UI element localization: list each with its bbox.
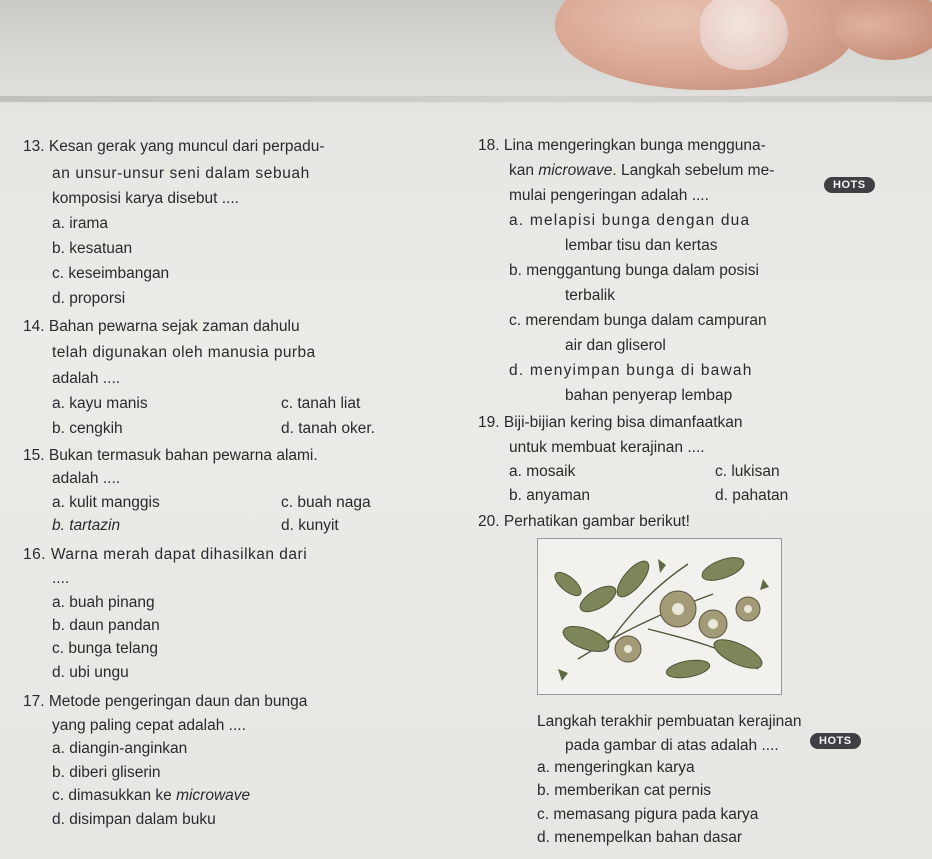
q17-stem-line2: yang paling cepat adalah .... [52,717,246,734]
q20-stem-line2: Langkah terakhir pembuatan kerajinan [537,713,802,730]
q18-option-d-line1: d. menyimpan bunga di bawah [509,362,753,379]
q18-stem-line2-b: . Langkah sebelum me- [612,162,775,179]
q15-option-c: c. buah naga [281,494,371,511]
q18-stem-line2 [509,162,774,180]
q19-stem-line2: untuk membuat kerajinan .... [509,439,705,456]
q15-stem-line2: adalah .... [52,470,121,487]
pressed-flower-illustration [537,538,782,695]
q13-option-d: d. proporsi [52,290,126,307]
q14-option-b: b. cengkih [52,420,123,437]
q16-stem-line1: 16. Warna merah dapat dihasilkan dari [23,546,308,563]
q13-stem-line2: an unsur-unsur seni dalam sebuah [52,165,310,182]
q20-option-c: c. memasang pigura pada karya [537,806,759,823]
q15-option-b: b. tartazin [52,517,121,534]
q19-option-a: a. mosaik [509,463,576,480]
q18-option-b-line2: terbalik [565,287,615,304]
q18-option-d-line2: bahan penyerap lembap [565,387,733,404]
q18-option-a-line2: lembar tisu dan kertas [565,237,718,254]
q15-stem-line1: 15. Bukan termasuk bahan pewarna alami. [23,447,318,464]
q17-option-c [52,787,250,805]
q19-option-c: c. lukisan [715,463,780,480]
q18-stem-line3: mulai pengeringan adalah .... [509,187,709,204]
q13-option-c: c. keseimbangan [52,265,170,282]
q13-option-b: b. kesatuan [52,240,133,257]
q14-stem-line3: adalah .... [52,370,121,387]
q17-option-d: d. disimpan dalam buku [52,811,216,828]
q13-option-a: a. irama [52,215,108,232]
q16-option-d: d. ubi ungu [52,664,129,681]
q20-stem-line1: 20. Perhatikan gambar berikut! [478,513,690,530]
pressed-flower-art [538,539,781,694]
q18-option-b-line1: b. menggantung bunga dalam posisi [509,262,759,279]
q20-stem-line3: pada gambar di atas adalah .... [565,737,779,754]
q20-hots-badge: HOTS [810,733,861,749]
q19-stem-line1: 19. Biji-bijian kering bisa dimanfaatkan [478,414,743,431]
q17-option-c-italic: microwave [176,787,251,804]
page-edge [0,96,932,102]
q17-option-c-text: c. dimasukkan ke [52,787,177,804]
q15-option-d: d. kunyit [281,517,339,534]
q20-option-d: d. menempelkan bahan dasar [537,829,743,846]
q17-option-a: a. diangin-anginkan [52,740,188,757]
q14-stem-line2: telah digunakan oleh manusia purba [52,344,316,361]
q13-stem-line1: 13. Kesan gerak yang muncul dari perpadu- [23,138,325,155]
q18-option-c-line1: c. merendam bunga dalam campuran [509,312,767,329]
q14-option-a: a. kayu manis [52,395,148,412]
q17-option-b: b. diberi gliserin [52,764,161,781]
q14-option-c: c. tanah liat [281,395,361,412]
q19-option-d: d. pahatan [715,487,789,504]
q19-option-b: b. anyaman [509,487,590,504]
q16-option-b: b. daun pandan [52,617,160,634]
q20-option-a: a. mengeringkan karya [537,759,695,776]
q17-stem-line1: 17. Metode pengeringan daun dan bunga [23,693,308,710]
fingernail [700,0,788,70]
q18-stem-line2-a: kan [509,162,539,179]
q16-stem-line2: .... [52,570,70,587]
q14-option-d: d. tanah oker. [281,420,375,437]
q18-stem-line2-italic: microwave [538,162,613,179]
q16-option-c: c. bunga telang [52,640,159,657]
q16-option-a: a. buah pinang [52,594,155,611]
q18-stem-line1: 18. Lina mengeringkan bunga mengguna- [478,137,766,154]
q18-hots-badge: HOTS [824,177,875,193]
q20-option-b: b. memberikan cat pernis [537,782,712,799]
q15-option-a: a. kulit manggis [52,494,160,511]
q13-stem-line3: komposisi karya disebut .... [52,190,239,207]
q18-option-a-line1: a. melapisi bunga dengan dua [509,212,751,229]
q18-option-c-line2: air dan gliserol [565,337,666,354]
q14-stem-line1: 14. Bahan pewarna sejak zaman dahulu [23,318,300,335]
